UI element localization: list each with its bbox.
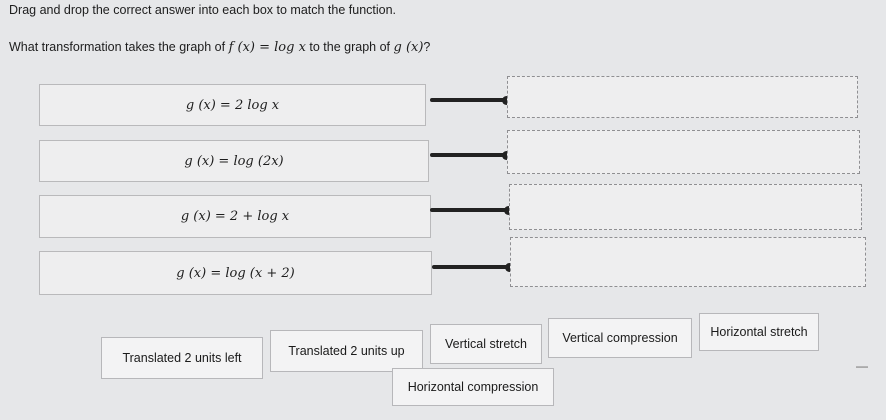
function-expression-3: g (x) = 2 + log x bbox=[180, 209, 290, 224]
question-suffix: ? bbox=[423, 40, 431, 54]
answer-translated-2-left[interactable]: Translated 2 units left bbox=[101, 337, 263, 379]
function-expression-4: g (x) = log (x + 2) bbox=[176, 265, 295, 281]
drop-box-3[interactable] bbox=[509, 184, 862, 230]
question-f-expression: f (x) = log x bbox=[228, 40, 306, 55]
instruction-text: Drag and drop the correct answer into each box to match the function. bbox=[9, 3, 397, 17]
watermark: ▬▬ bbox=[856, 364, 868, 370]
connector-line-2 bbox=[430, 153, 506, 157]
function-expression-2: g (x) = log (2x) bbox=[184, 153, 284, 169]
function-box-2 bbox=[39, 140, 429, 182]
connector-line-1 bbox=[430, 98, 506, 102]
connector-line-3 bbox=[430, 208, 508, 212]
drop-box-1[interactable] bbox=[507, 76, 858, 118]
question-prefix: What transformation takes the graph of bbox=[9, 40, 229, 54]
function-box-3 bbox=[39, 195, 431, 238]
answer-horizontal-compression[interactable]: Horizontal compression bbox=[392, 368, 554, 406]
answer-vertical-compression[interactable]: Vertical compression bbox=[548, 318, 692, 358]
question-text bbox=[9, 40, 430, 55]
function-box-4 bbox=[39, 251, 432, 295]
drop-box-2[interactable] bbox=[507, 130, 860, 174]
answer-vertical-stretch[interactable]: Vertical stretch bbox=[430, 324, 542, 364]
function-box-1 bbox=[39, 84, 426, 126]
drop-box-4[interactable] bbox=[510, 237, 866, 287]
function-expression-1: g (x) = 2 log x bbox=[185, 97, 280, 113]
connector-line-4 bbox=[432, 265, 510, 269]
question-middle: to the graph of bbox=[305, 40, 394, 54]
answer-horizontal-stretch[interactable]: Horizontal stretch bbox=[699, 313, 819, 351]
question-g-expression: g (x) bbox=[393, 40, 424, 55]
answer-translated-2-up[interactable]: Translated 2 units up bbox=[270, 330, 423, 372]
